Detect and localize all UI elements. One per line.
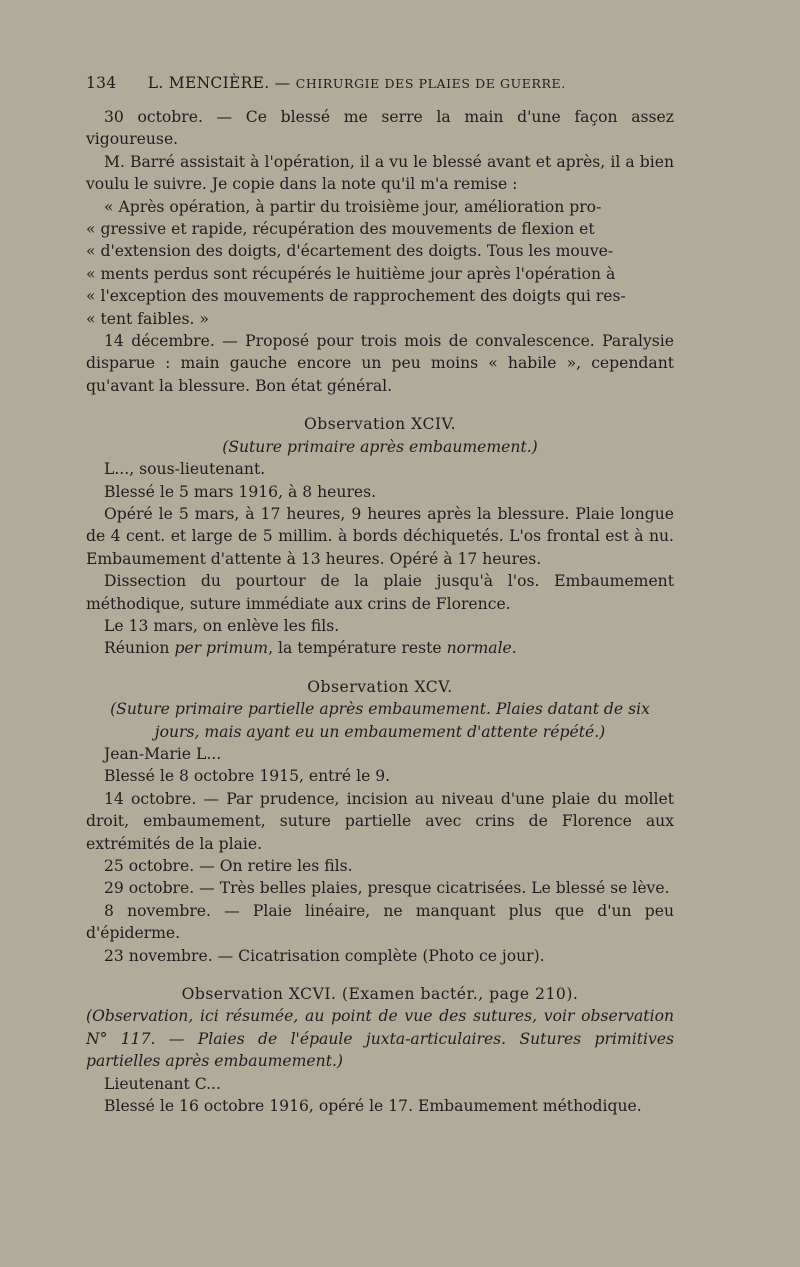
page-number: 134 — [86, 74, 117, 92]
paragraph: 23 novembre. — Cicatrisation complète (Photo ce jour). — [104, 946, 545, 965]
observation-subtitle: (Observation, ici résumée, au point de vue des sutures, voir observation N° 117. — Plaies de l'épaule juxta-articulaires. Sutures primitives partielles après embaumement.) — [86, 1007, 674, 1071]
italic-run: per primum — [174, 639, 269, 658]
paragraph: 25 octobre. — On retire les fils. — [104, 857, 353, 875]
paragraph: Le 13 mars, on enlève les fils. — [104, 616, 340, 635]
paragraph: M. Barré assistait à l'opération, il a vu le blessé avant et après, il a bien voulu le suivre. Je copie dans la note qu'il m'a remise : — [86, 152, 674, 194]
paragraph: Blessé le 16 octobre 1916, opéré le 17. Embaumement méthodique. — [104, 1097, 642, 1116]
paragraph: Lieutenant C... — [104, 1074, 221, 1093]
paragraph: Dissection du pourtour de la plaie jusqu'à l'os. Embaumement méthodique, suture immédiate aux crins de Florence. — [86, 572, 674, 613]
quote-line: « l'exception des mouvements de rapprochement des doigts qui res- — [86, 287, 626, 306]
observation-heading: Observation XCV. — [307, 677, 453, 696]
observation-heading: Observation XCVI. (Examen bactér., page 210). — [181, 985, 579, 1004]
quote-line: « Après opération, à partir du troisième jour, amélioration pro- — [104, 197, 602, 216]
page-body — [86, 106, 674, 1117]
paragraph: 29 octobre. — Très belles plaies, presque cicatrisées. Le blessé se lève. — [104, 879, 670, 898]
observation-subtitle: (Suture primaire après embaumement.) — [222, 437, 538, 456]
paragraph: Opéré le 5 mars, à 17 heures, 9 heures après la blessure. Plaie longue de 4 cent. et large de 5 millim. à bords déchiquetés. L'os frontal est à nu. Embaumement d'attente à 13 heures. Opéré à 17 heures. — [86, 504, 674, 568]
observation-subtitle: (Suture primaire partielle après embaumement. Plaies datant de six jours, mais ayant eu un embaumement d'attente répété.) — [110, 700, 650, 741]
quote-line: « gressive et rapide, récupération des mouvements de flexion et — [86, 220, 595, 239]
paragraph: 30 octobre. — Ce blessé me serre la main d'une façon assez vigoureuse. — [86, 108, 674, 149]
paragraph: Blessé le 5 mars 1916, à 8 heures. — [104, 482, 377, 501]
paragraph: L..., sous-lieutenant. — [104, 460, 266, 479]
quote-line: « ments perdus sont récupérés le huitième jour après l'opération à — [86, 264, 616, 283]
quote-line: « tent faibles. » — [86, 309, 209, 328]
paragraph: 14 décembre. — Proposé pour trois mois de convalescence. Paralysie disparue : main gauche encore un peu moins « habile », cependant qu'avant la blessure. Bon état général. — [86, 332, 674, 395]
paragraph: 14 octobre. — Par prudence, incision au niveau d'une plaie du mollet droit, embaumement, suture partielle avec crins de Florence aux extrémités de la plaie. — [86, 789, 674, 853]
text-run: , la température reste — [268, 639, 447, 658]
text-run: Réunion — [104, 639, 175, 658]
paragraph: 8 novembre. — Plaie linéaire, ne manquant plus que d'un peu d'épiderme. — [86, 901, 674, 943]
paragraph: Jean-Marie L... — [104, 744, 222, 763]
running-header — [86, 74, 676, 92]
header-title: CHIRURGIE DES PLAIES DE GUERRE. — [295, 76, 566, 91]
paragraph — [86, 637, 674, 659]
quote-line: « d'extension des doigts, d'écartement des doigts. Tous les mouve- — [86, 242, 614, 261]
italic-run: normale — [446, 639, 512, 658]
text-run: . — [511, 639, 517, 658]
header-author: L. MENCIÈRE. — — [147, 74, 291, 92]
paragraph: Blessé le 8 octobre 1915, entré le 9. — [104, 767, 391, 786]
observation-heading: Observation XCIV. — [303, 415, 457, 434]
